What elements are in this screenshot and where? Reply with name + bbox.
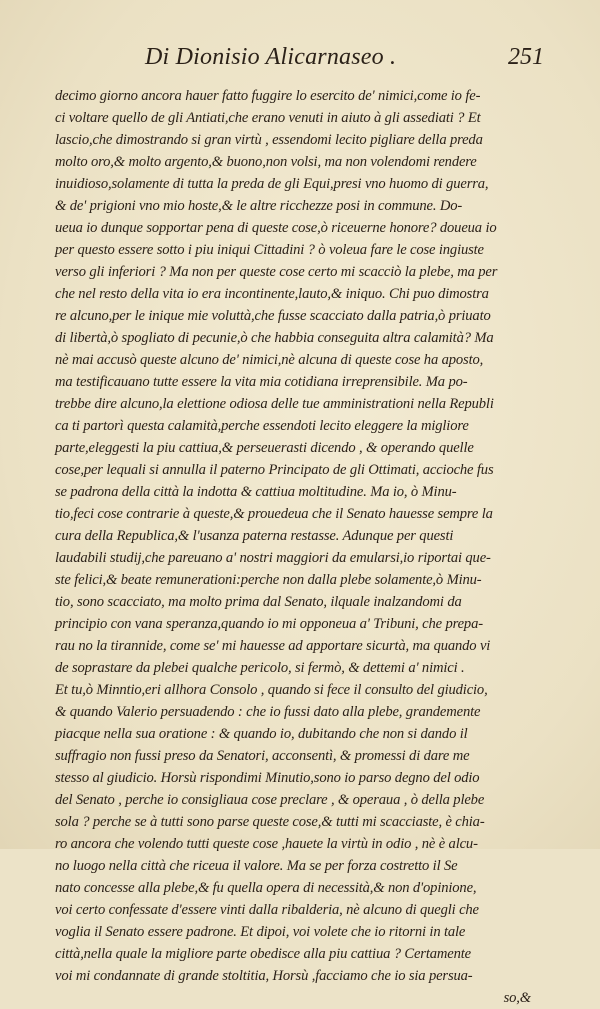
text-line: ma testificauano tutte essere la vita mia cotidiana irreprensibile. Ma po- (55, 374, 468, 390)
text-line: laudabili studij,che pareuano a' nostri maggiori da emularsi,io riportai que- (55, 550, 491, 566)
text-line: stesso al giudicio. Horsù rispondimi Minutio,sono io parso degno del odio (55, 770, 480, 786)
text-line: di libertà,ò spogliato di pecunie,ò che habbia conseguita altra calamità? Ma (55, 330, 494, 346)
catchword: so,& (503, 990, 531, 1006)
text-line: suffragio non fussi preso da Senatori, acconsentì, & promessi di dare me (55, 748, 470, 764)
text-line: parte,eleggesti la piu cattiua,& perseuerasti dicendo , & operando quelle (55, 440, 474, 456)
text-line: città,nella quale la migliore parte obedisce alla piu cattiua ? Certamente (55, 946, 471, 962)
text-line: rau no la tirannide, come se' mi hauesse ad apportare sicurtà, ma quando vi (55, 638, 491, 654)
text-line: lascio,che dimostrando si gran virtù , essendomi lecito pigliare della preda (55, 132, 483, 148)
text-line: trebbe dire alcuno,la elettione odiosa delle tue amministrationi nella Republi (55, 396, 494, 412)
text-line: Et tu,ò Minntio,eri allhora Consolo , quando si fece il consulto del giudicio, (55, 682, 488, 698)
text-line: tio, sono scacciato, ma molto prima dal Senato, ilquale inalzandomi da (55, 594, 462, 610)
text-line: principio con vana speranza,quando io mi opponeua a' Tribuni, che prepa- (55, 616, 483, 632)
text-line: molto oro,& molto argento,& buono,non volsi, ma non volendomi rendere (55, 154, 477, 170)
text-line: no luogo nella città che riceua il valore. Ma se per forza costretto il Se (55, 858, 458, 874)
text-line: cose,per lequali si annulla il paterno Principato de gli Ottimati, accioche fus (55, 462, 494, 478)
text-line: piacque nella sua oratione : & quando io, dubitando che non si dando il (55, 726, 468, 742)
page-number: 251 (508, 44, 544, 70)
text-line: verso gli inferiori ? Ma non per queste cose certo mi scacciò la plebe, ma per (55, 264, 498, 280)
text-line: ueua io dunque sopportar pena di queste cose,ò riceuerne honore? doueua io (55, 220, 497, 236)
text-line: inuidioso,solamente di tutta la preda de gli Equi,presi vno huomo di guerra, (55, 176, 489, 192)
text-line: per questo essere sotto i piu iniqui Cittadini ? ò voleua fare le cose ingiuste (55, 242, 484, 258)
text-line: voi mi condannate di grande stoltitia, Horsù ,facciamo che io sia persua- (55, 968, 473, 984)
text-line: sola ? perche se à tutti sono parse queste cose,& tutti mi scacciaste, è chia- (55, 814, 485, 830)
text-line: re alcuno,per le inique mie voluttà,che fusse scacciato dalla patria,ò priuato (55, 308, 491, 324)
text-line: decimo giorno ancora hauer fatto fuggire lo esercito de' nimici,come io fe- (55, 88, 481, 104)
text-line: voi certo confessate d'essere vinti dalla ribalderia, nè alcuno di quegli che (55, 902, 479, 918)
running-title: Di Dionisio Alicarnaseo . (145, 44, 397, 70)
body-text (55, 85, 543, 1009)
text-line: cura della Republica,& l'usanza paterna restasse. Adunque per questi (55, 528, 454, 544)
text-line: ste felici,& beate remunerationi:perche non dalla plebe solamente,ò Minu- (55, 572, 482, 588)
text-line: ca ti partorì questa calamità,perche essendoti lecito eleggere la migliore (55, 418, 469, 434)
text-line: ro ancora che volendo tutti queste cose ,hauete la virtù in odio , nè è alcu- (55, 836, 478, 852)
page-header (0, 44, 600, 76)
text-line: nè mai accusò queste alcuno de' nimici,nè alcuna di queste cose ha aposto, (55, 352, 484, 368)
text-line: che nel resto della vita io era incontinente,lauto,& iniquo. Chi puo dimostra (55, 286, 489, 302)
text-line: del Senato , perche io consigliaua cose preclare , & operaua , ò della plebe (55, 792, 485, 808)
text-line: voglia il Senato essere padrone. Et dipoi, voi volete che io ritorni in tale (55, 924, 466, 940)
text-line: & quando Valerio persuadendo : che io fussi dato alla plebe, grandemente (55, 704, 481, 720)
text-line: de soprastare da plebei qualche pericolo, si fermò, & dettemi a' nimici . (55, 660, 465, 676)
text-line: se padrona della città la indotta & cattiua moltitudine. Ma io, ò Minu- (55, 484, 457, 500)
text-line: nato concesse alla plebe,& fu quella opera di necessità,& non d'opinione, (55, 880, 477, 896)
text-line: & de' prigioni vno mio hoste,& le altre ricchezze posi in commune. Do- (55, 198, 463, 214)
text-line: tio,feci cose contrarie à queste,& prouedeua che il Senato hauesse sempre la (55, 506, 493, 522)
text-line: ci voltare quello de gli Antiati,che erano venuti in aiuto à gli assediati ? Et (55, 110, 481, 126)
